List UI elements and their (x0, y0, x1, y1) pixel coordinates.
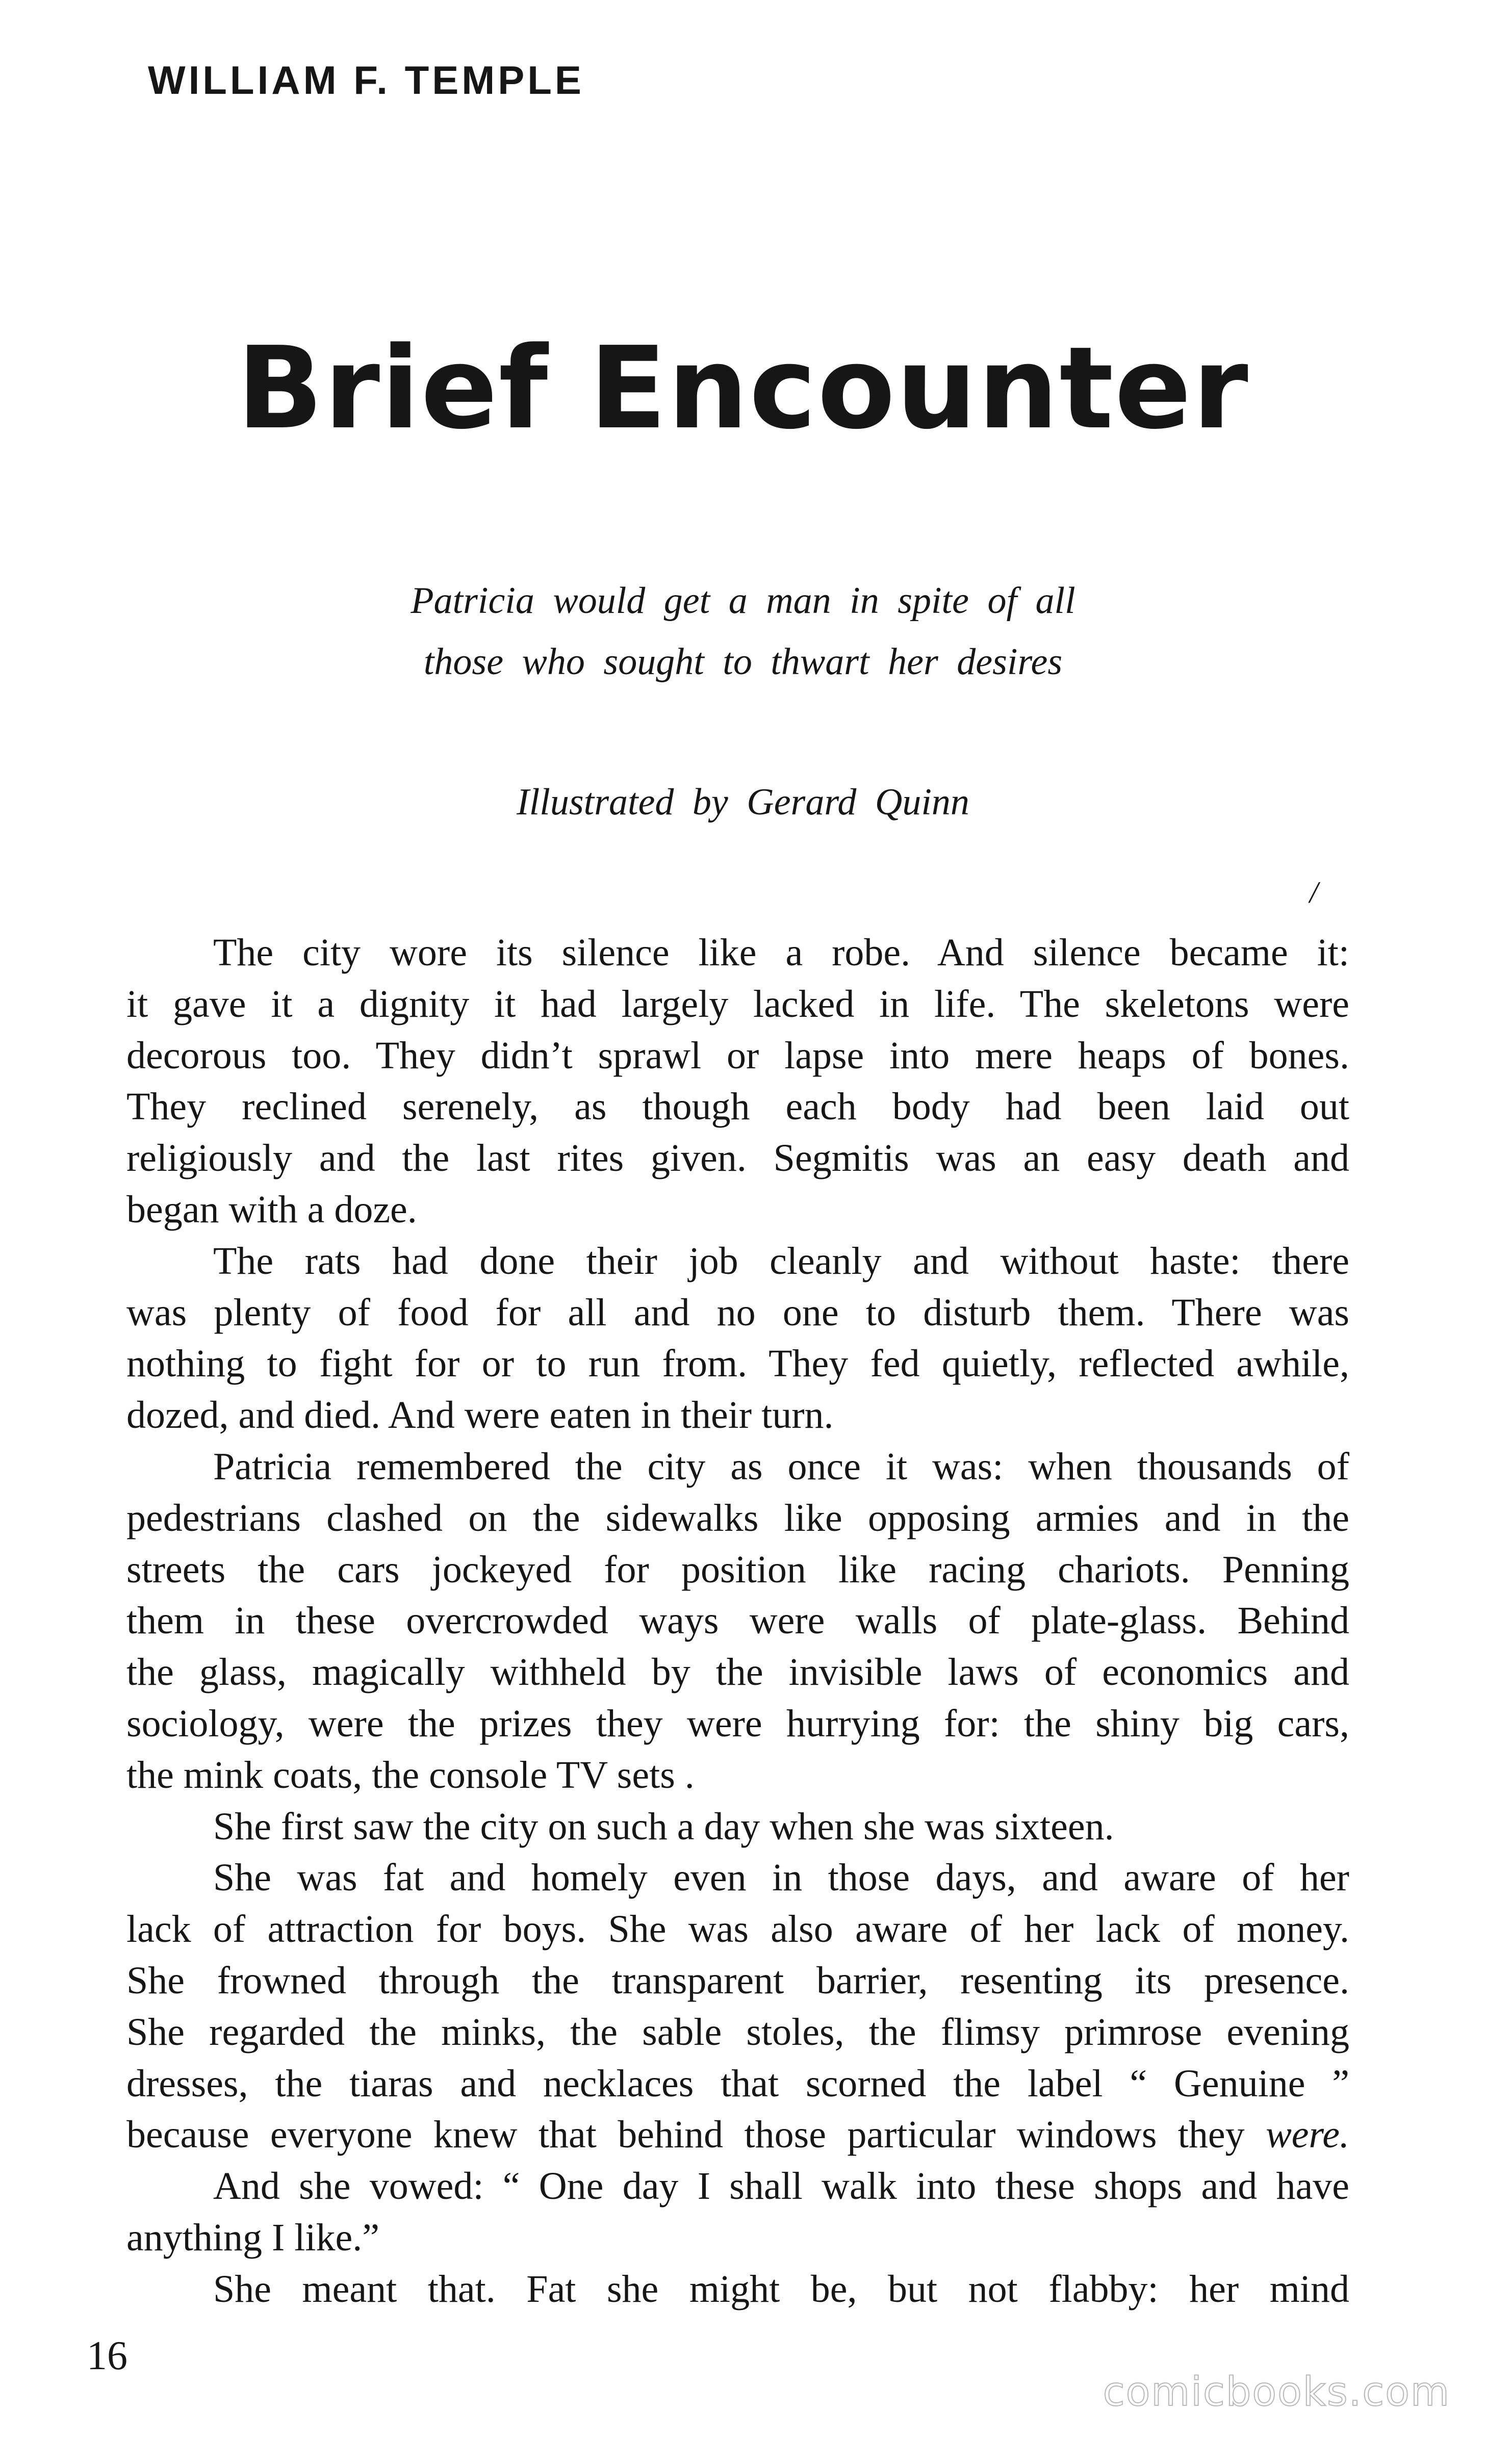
body-text-line-content: began with a doze. (126, 1188, 417, 1231)
author-byline: WILLIAM F. TEMPLE (148, 58, 584, 102)
body-text-line-content: dresses, the tiaras and necklaces that scorned the label “ Genuine ” (126, 2062, 1349, 2105)
body-text-line-content: religiously and the last rites given. Segmitis was an easy death and (126, 1137, 1349, 1180)
body-text-line-content: sociology, were the prizes they were hurrying for: the shiny big cars, (126, 1702, 1349, 1745)
body-text-line (126, 2264, 1349, 2315)
body-text-line-content: decorous too. They didn’t sprawl or lapse into mere heaps of bones. (126, 1034, 1349, 1077)
body-text-line-content: The rats had done their job cleanly and without haste: there (213, 1239, 1349, 1282)
body-text-line (126, 2161, 1349, 2212)
body-text-line (126, 1801, 1349, 1853)
body-text-line-content: nothing to fight for or to run from. They fed quietly, reflected awhile, (126, 1342, 1349, 1385)
body-text-line-content: anything I like.” (126, 2216, 379, 2259)
body-text-line (126, 1441, 1349, 1493)
body-text-line (126, 1390, 1349, 1441)
body-text-line-content: lack of attraction for boys. She was also aware of her lack of money. (126, 1908, 1349, 1951)
body-text-line (126, 1852, 1349, 1904)
body-text-line-content: them in these overcrowded ways were walls of plate-glass. Behind (126, 1599, 1349, 1642)
illustrator-credit: Illustrated by Gerard Quinn (517, 781, 969, 823)
body-text-line-content: because everyone knew that behind those particular windows they (126, 2113, 1245, 2157)
body-text-line-content: streets the cars jockeyed for position like racing chariots. Penning (126, 1548, 1349, 1591)
body-text-line (126, 1904, 1349, 1955)
body-text-line (126, 979, 1349, 1030)
body-text-line (126, 1030, 1349, 1082)
site-watermark: comicbooks.com (1103, 2369, 1450, 2415)
body-text-line (126, 1544, 1349, 1596)
body-text-line (126, 1236, 1349, 1287)
story-deck-line-1: Patricia would get a man in spite of all (411, 580, 1075, 622)
body-text-line (126, 1287, 1349, 1339)
body-text-line-content: She meant that. Fat she might be, but not flabby: her mind (213, 2267, 1349, 2311)
body-text-line (126, 1595, 1349, 1647)
body-text-line (126, 1493, 1349, 1544)
body-text-line (126, 2007, 1349, 2058)
emphasized-word: were. (1266, 2113, 1349, 2157)
body-text-line (126, 1750, 1349, 1801)
body-text-line-content: it gave it a dignity it had largely lacked in life. The skeletons were (126, 982, 1349, 1025)
body-text-line-content: the mink coats, the console TV sets . (126, 1753, 695, 1796)
body-text-line (126, 1647, 1349, 1698)
body-text-line (126, 1133, 1349, 1184)
body-text-line (126, 1698, 1349, 1750)
body-text-line-content: She regarded the minks, the sable stoles, the flimsy primrose evening (126, 2010, 1349, 2054)
body-text-line-content: the glass, magically withheld by the invisible laws of economics and (126, 1651, 1349, 1694)
body-text-line (126, 2058, 1349, 2110)
body-text-line (126, 2212, 1349, 2264)
body-text-line-content: was plenty of food for all and no one to disturb them. There was (126, 1291, 1349, 1334)
body-text-line (126, 1338, 1349, 1390)
story-deck-line-2: those who sought to thwart her desires (423, 641, 1063, 683)
body-text-line-content: They reclined serenely, as though each body had been laid out (126, 1085, 1349, 1128)
page-number: 16 (87, 2333, 127, 2378)
body-text-line-content: She first saw the city on such a day when she was sixteen. (213, 1805, 1114, 1848)
body-text-line-content: She frowned through the transparent barrier, resenting its presence. (126, 1959, 1349, 2002)
body-text-line (126, 1184, 1349, 1236)
body-text-line (126, 2109, 1349, 2161)
body-text-line-content: The city wore its silence like a robe. And silence became it: (213, 931, 1349, 974)
story-body (126, 927, 1349, 2315)
body-text-line-content: Patricia remembered the city as once it was: when thousands of (213, 1445, 1349, 1488)
body-text-line (126, 1955, 1349, 2007)
body-text-line (126, 927, 1349, 979)
stray-print-mark: / (1310, 876, 1318, 909)
body-text-line-content: dozed, and died. And were eaten in their turn. (126, 1394, 834, 1437)
body-text-line-content: And she vowed: “ One day I shall walk into these shops and have (213, 2165, 1349, 2208)
story-title: Brief Encounter (237, 323, 1249, 454)
body-text-line (126, 1081, 1349, 1133)
body-text-line-content: pedestrians clashed on the sidewalks like opposing armies and in the (126, 1496, 1349, 1539)
body-text-line-content: She was fat and homely even in those days, and aware of her (213, 1856, 1349, 1900)
